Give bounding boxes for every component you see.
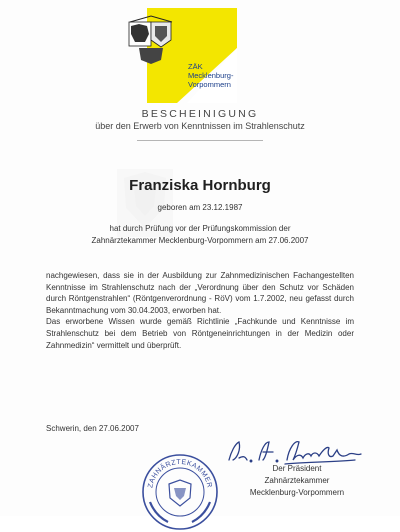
logo-caption (188, 62, 248, 89)
certificate-title: BESCHEINIGUNG (141, 108, 259, 120)
svg-text:ZAHNÄRZTEKAMMER: ZAHNÄRZTEKAMMER (147, 458, 213, 489)
exam-statement: hat durch Prüfung vor der Prüfungskommission der (109, 224, 291, 233)
exam-authority-date: Zahnärztekammer Mecklenburg-Vorpommern am 27.06.2007 (91, 236, 309, 245)
divider (137, 140, 263, 141)
body-paragraph: Das erworbene Wissen wurde gemäß Richtlinie „Fachkunde und Kenntnisse im Strahlenschutz bei dem Betrieb von Röntgeneinrichtungen in der Medizin oder Zahnmedizin“ vermittelt und überprüft. (46, 317, 354, 350)
logo-caption-line: Vorpommern (188, 80, 231, 89)
recipient-name: Franziska Hornburg (129, 177, 271, 194)
place-and-date: Schwerin, den 27.06.2007 (46, 424, 139, 433)
logo-caption-line: ZÄK (188, 62, 203, 71)
official-seal (140, 452, 220, 532)
certificate-body (46, 270, 354, 351)
signer-org: Zahnärztekammer (264, 476, 330, 485)
certificate-subtitle: über den Erwerb von Kenntnissen im Strahlenschutz (95, 121, 305, 131)
logo-caption-line: Mecklenburg- (188, 71, 234, 80)
birth-date: geboren am 23.12.1987 (157, 203, 243, 212)
body-paragraph: nachgewiesen, dass sie in der Ausbildung zur Zahnmedizinischen Fachangestellten Kenntnisse im Strahlenschutz nach der „Verordnung über den Schutz vor Schäden durch Röntgenstrahlen“ (Röntgenverordnung - RöV) vom 1.7.2002, neu gefasst durch Bekanntmachung vom 30.04.2003, erworben hat. (46, 271, 354, 315)
handwritten-signature (225, 436, 365, 466)
signer-title: Der Präsident (272, 464, 322, 473)
signer-org-region: Mecklenburg-Vorpommern (249, 488, 345, 497)
